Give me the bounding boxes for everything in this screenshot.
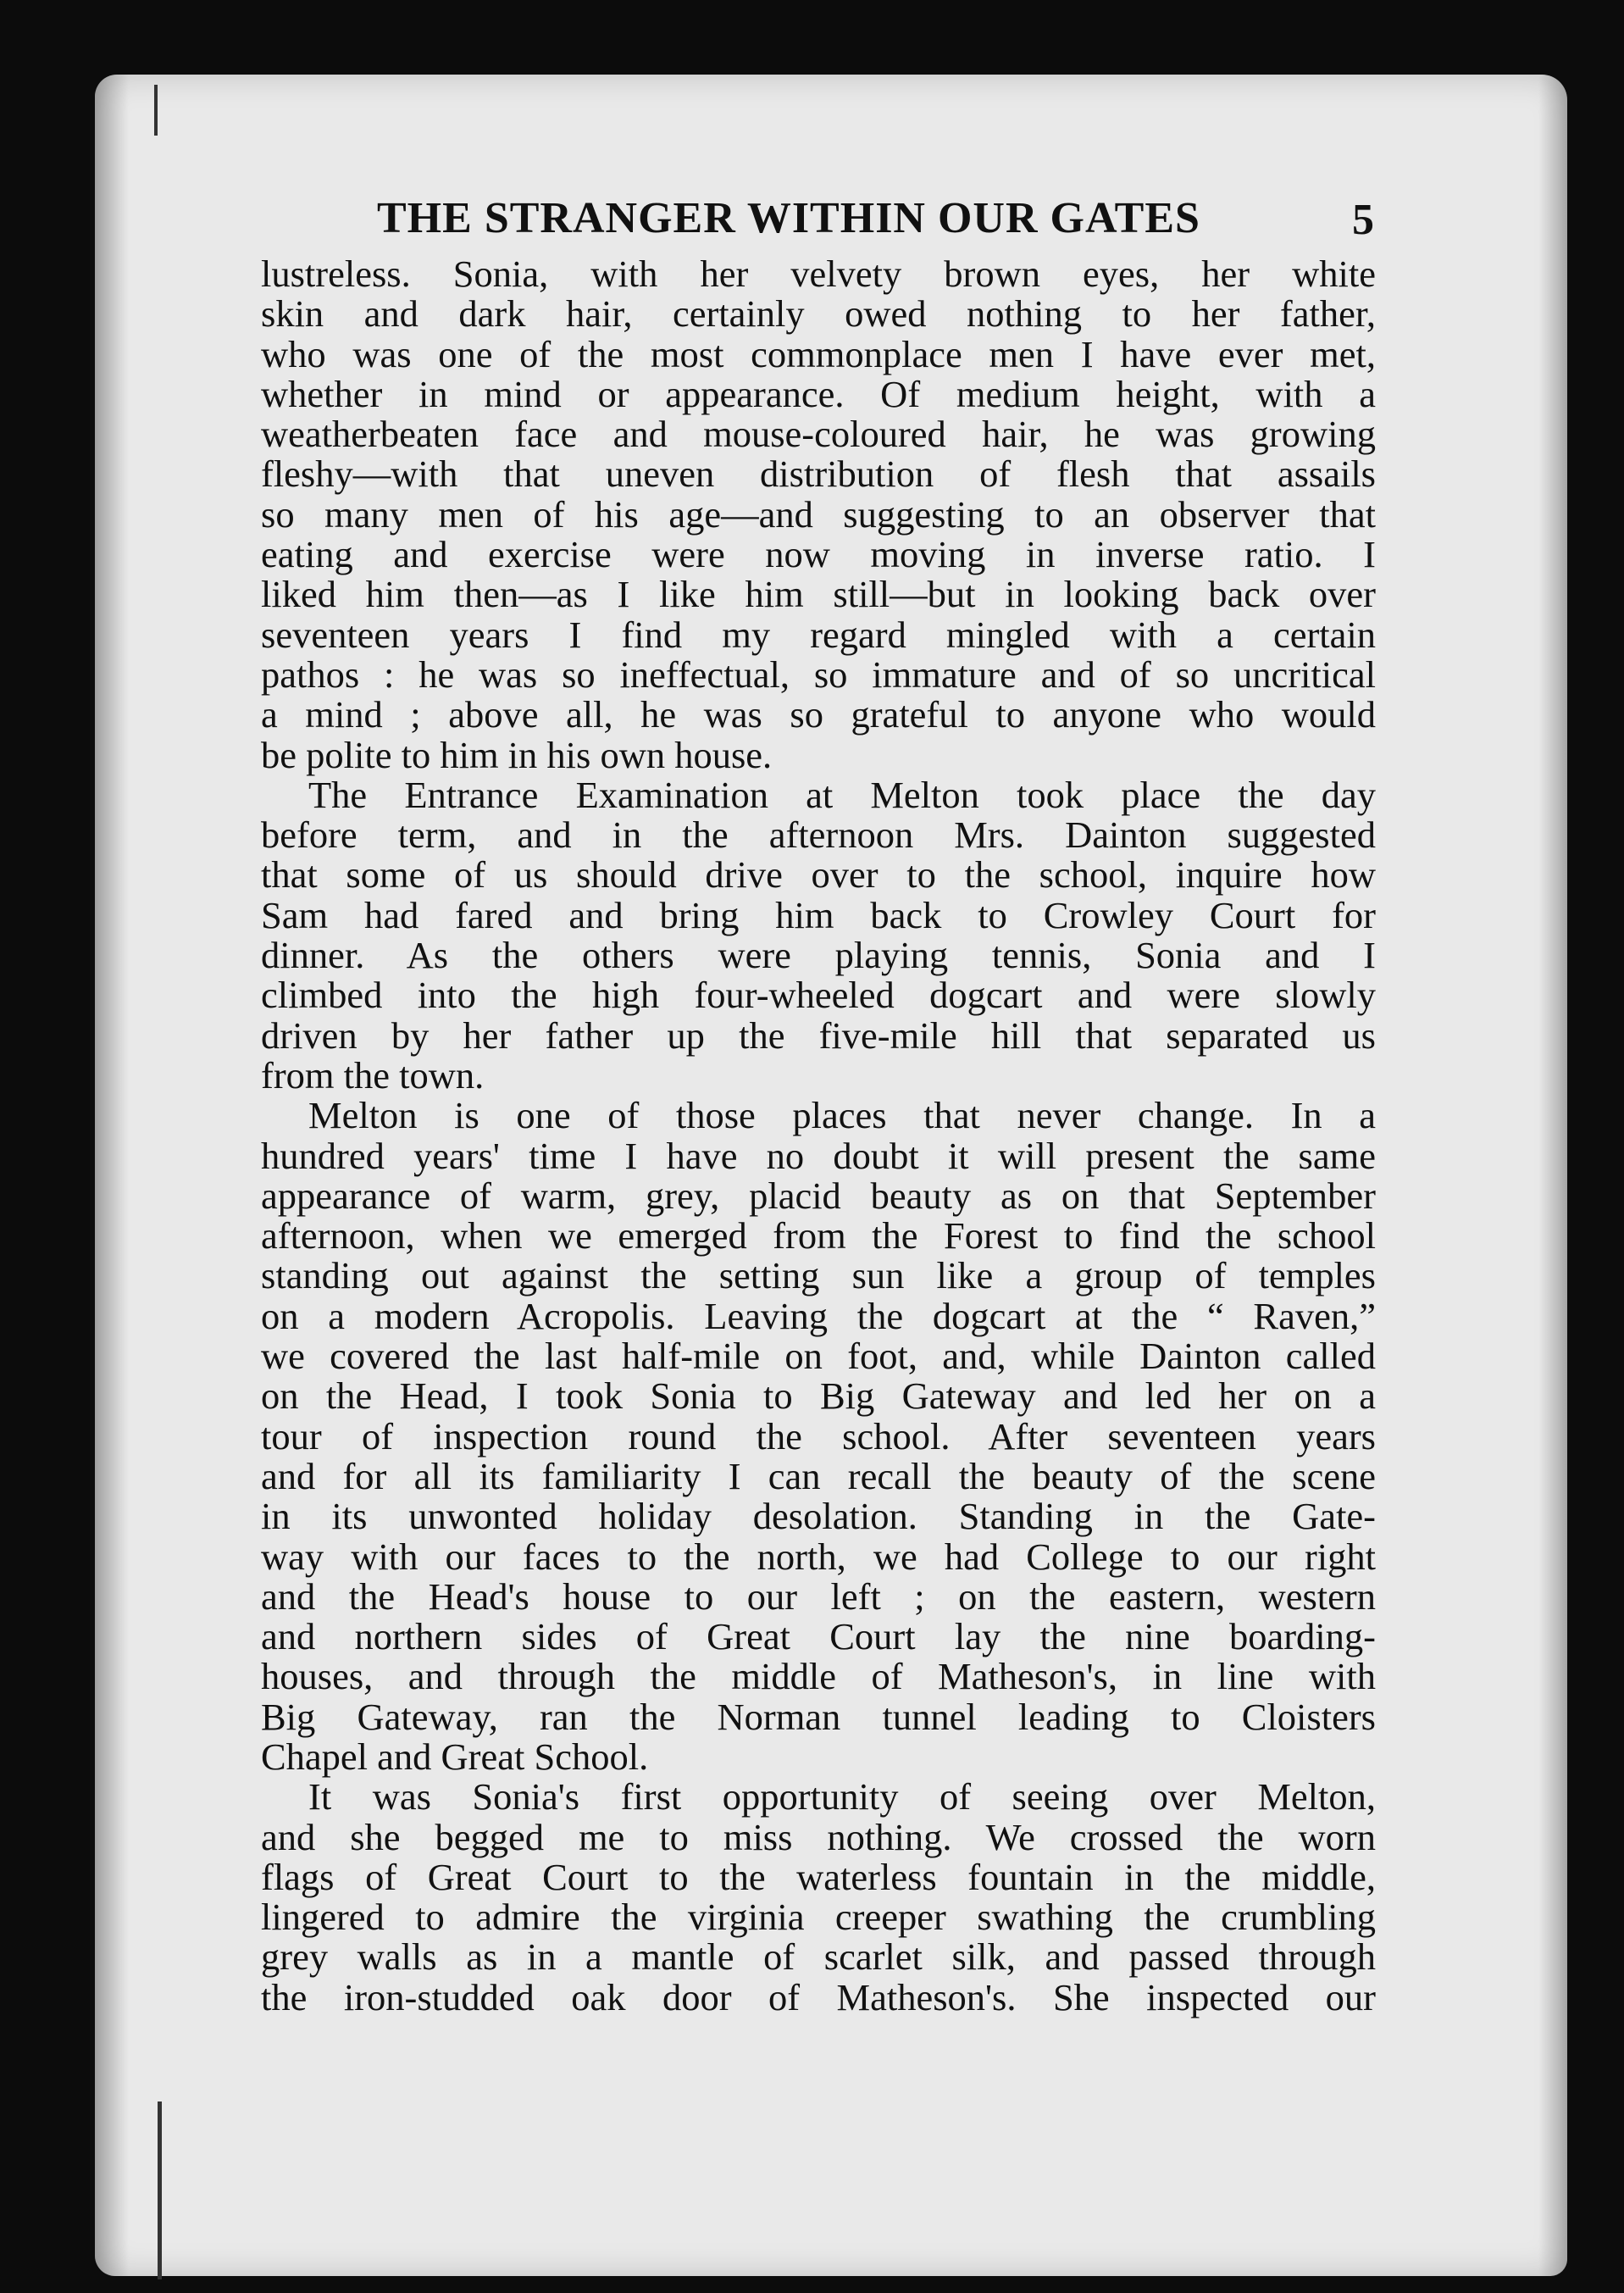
paragraph [261, 1096, 1376, 1777]
text-line: before term, and in the afternoon Mrs. Dainton suggested [261, 813, 1376, 857]
gutter-mark [154, 85, 158, 136]
text-line: liked him then—as I like him still—but in looking back over [261, 573, 1376, 616]
text-line: on a modern Acropolis. Leaving the dogcart at the “ Raven,” [261, 1294, 1376, 1337]
paragraph [261, 1777, 1376, 2018]
page-shadow-right [1538, 75, 1567, 2276]
text-line: dinner. As the others were playing tennis, Sonia and I [261, 934, 1376, 977]
text-line: hundred years' time I have no doubt it will present the same [261, 1134, 1376, 1177]
text-line: tour of inspection round the school. After seventeen years [261, 1414, 1376, 1457]
text-line: It was Sonia's first opportunity of seeing over Melton, [308, 1775, 1376, 1818]
body-text [261, 254, 1376, 2018]
text-line: lustreless. Sonia, with her velvety brown eyes, her white [261, 253, 1376, 295]
text-line: we covered the last half-mile on foot, and, while Dainton called [261, 1335, 1376, 1378]
text-line: houses, and through the middle of Matheson's, in line with [261, 1655, 1376, 1698]
text-line: flags of Great Court to the waterless fountain in the middle, [261, 1855, 1376, 1898]
text-line: and the Head's house to our left ; on the eastern, western [261, 1574, 1376, 1618]
text-line: whether in mind or appearance. Of medium height, with a [261, 372, 1376, 415]
text-line: a mind ; above all, he was so grateful to anyone who would [261, 693, 1376, 736]
text-line: the iron-studded oak door of Matheson's. She inspected our [261, 1975, 1376, 2018]
paragraph [261, 775, 1376, 1096]
text-line: pathos : he was so ineffectual, so immature and of so uncritical [261, 652, 1376, 696]
page-shadow-left [95, 75, 129, 2276]
text-line: and northern sides of Great Court lay the nine boarding- [261, 1615, 1376, 1658]
text-line: grey walls as in a mantle of scarlet silk, and passed through [261, 1935, 1376, 1979]
text-line: in its unwonted holiday desolation. Standing in the Gate- [261, 1495, 1376, 1538]
text-line: Chapel and Great School. [261, 1735, 649, 1778]
text-line: appearance of warm, grey, placid beauty as on that September [261, 1174, 1376, 1217]
text-line: be polite to him in his own house. [261, 733, 773, 776]
text-line: climbed into the high four-wheeled dogcart and were slowly [261, 974, 1376, 1017]
text-line: eating and exercise were now moving in inverse ratio. I [261, 533, 1376, 576]
text-line: and for all its familiarity I can recall the beauty of the scene [261, 1454, 1376, 1497]
text-line: weatherbeaten face and mouse-coloured hair, he was growing [261, 413, 1376, 456]
text-line: afternoon, when we emerged from the Forest to find the school [261, 1214, 1376, 1258]
text-line: fleshy—with that uneven distribution of flesh that assails [261, 452, 1376, 496]
text-line: driven by her father up the five-mile hill that separated us [261, 1013, 1376, 1057]
text-line: on the Head, I took Sonia to Big Gateway and led her on a [261, 1374, 1376, 1418]
paragraph [261, 254, 1376, 775]
text-line: that some of us should drive over to the school, inquire how [261, 853, 1376, 897]
text-line: way with our faces to the north, we had College to our right [261, 1535, 1376, 1578]
gutter-mark [158, 2101, 162, 2279]
text-line: seventeen years I find my regard mingled with a certain [261, 613, 1376, 656]
page-number: 5 [1352, 196, 1374, 244]
text-line: Big Gateway, ran the Norman tunnel leading to Cloisters [261, 1695, 1376, 1738]
text-line: Sam had fared and bring him back to Crowley Court for [261, 893, 1376, 936]
text-line: and she begged me to miss nothing. We crossed the worn [261, 1815, 1376, 1858]
text-line: lingered to admire the virginia creeper swathing the crumbling [261, 1896, 1376, 1939]
text-line: who was one of the most commonplace men I have ever met, [261, 332, 1376, 375]
text-line: from the town. [261, 1053, 485, 1097]
text-line: The Entrance Examination at Melton took place the day [308, 773, 1376, 816]
text-line: standing out against the setting sun like a group of temples [261, 1254, 1376, 1297]
text-line: so many men of his age—and suggesting to an observer that [261, 492, 1376, 536]
text-line: Melton is one of those places that never change. In a [308, 1094, 1376, 1137]
running-header: THE STRANGER WITHIN OUR GATES [377, 194, 1200, 242]
text-line: skin and dark hair, certainly owed nothing to her father, [261, 292, 1376, 336]
